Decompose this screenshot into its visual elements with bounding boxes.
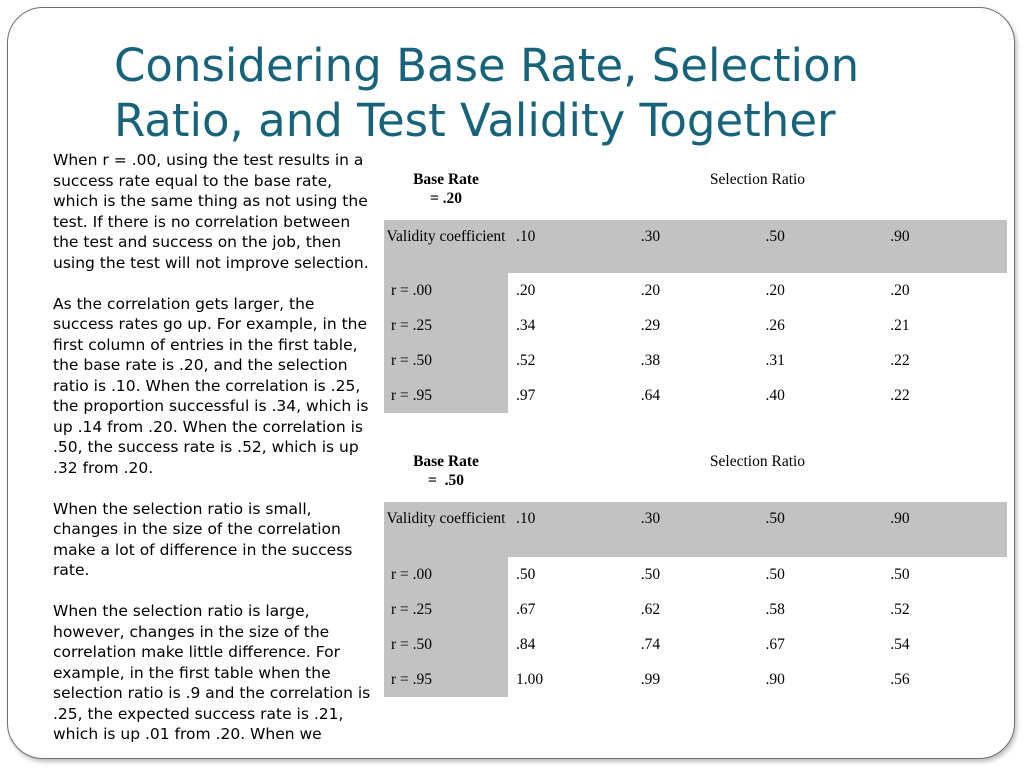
table-cell: .67 bbox=[516, 600, 536, 618]
header-cell: .30 bbox=[640, 510, 661, 527]
base-rate-value: = .50 bbox=[428, 472, 464, 489]
table-cell: .26 bbox=[765, 316, 785, 334]
row-label: r = .95 bbox=[384, 662, 508, 697]
paragraph-3: When the selection ratio is small, changes in the size of the correlation make a lot of difference in the success rate. bbox=[53, 499, 353, 579]
table-cell: .54 bbox=[890, 635, 910, 653]
table-cell: .22 bbox=[890, 386, 910, 404]
table-cell: .58 bbox=[765, 600, 785, 618]
table-base-rate-50 bbox=[384, 450, 1007, 697]
row-label: r = .95 bbox=[384, 378, 508, 413]
table-row bbox=[384, 378, 1007, 413]
table-cell: .22 bbox=[890, 351, 910, 369]
header-cell: .50 bbox=[765, 228, 785, 245]
table-row bbox=[384, 343, 1007, 378]
table-cell: .52 bbox=[516, 351, 536, 369]
table-cell: .64 bbox=[640, 386, 661, 404]
table-header-row bbox=[384, 502, 1007, 557]
selection-ratio-label: Selection Ratio bbox=[709, 453, 806, 470]
table-cell: .29 bbox=[640, 316, 661, 334]
header-cell: .10 bbox=[516, 228, 536, 245]
base-rate-title: Base Rate bbox=[413, 171, 479, 188]
base-rate-title: Base Rate bbox=[413, 453, 479, 470]
table-row bbox=[384, 308, 1007, 343]
paragraph-4: When the selection ratio is large, however, changes in the size of the correlation make little difference. For example, in the first table when the selection ratio is .9 and the correlation is .25, the expected success rate is .21, which is up .01 from .20. When we bbox=[53, 602, 371, 743]
table-cell: .84 bbox=[516, 635, 536, 653]
title-line-1: Considering Base Rate, Selection bbox=[114, 39, 860, 92]
header-cell: Validity coefficient bbox=[386, 510, 506, 527]
table-cell: .40 bbox=[765, 386, 785, 404]
table-cell: .31 bbox=[765, 351, 785, 369]
table-row bbox=[384, 592, 1007, 627]
paragraph-1: When r = .00, using the test results in a success rate equal to the base rate, which is the same thing as not using the test. If there is no correlation between the test and success on the job, then using the test will not improve selection. bbox=[53, 151, 369, 272]
base-rate-label bbox=[384, 170, 508, 208]
table-cell: .20 bbox=[765, 281, 785, 299]
table-base-rate-20 bbox=[384, 168, 1007, 413]
table-cell: .99 bbox=[640, 670, 661, 688]
row-label: r = .50 bbox=[384, 343, 508, 378]
header-cell: .90 bbox=[890, 228, 910, 245]
row-label: r = .25 bbox=[384, 592, 508, 627]
title-line-2: Ratio, and Test Validity Together bbox=[114, 94, 836, 147]
table-cell: .74 bbox=[640, 635, 661, 653]
row-label: r = .25 bbox=[384, 308, 508, 343]
table-row bbox=[384, 273, 1007, 308]
table-cell: .50 bbox=[890, 565, 910, 583]
table-cell: .56 bbox=[890, 670, 910, 688]
header-cell: .10 bbox=[516, 510, 536, 527]
table-cell: .50 bbox=[640, 565, 661, 583]
table-cell: .52 bbox=[890, 600, 910, 618]
table-cell: .90 bbox=[765, 670, 785, 688]
table-cell: .34 bbox=[516, 316, 536, 334]
table-cell: .50 bbox=[765, 565, 785, 583]
body-text bbox=[53, 150, 375, 762]
table-cell: .20 bbox=[640, 281, 661, 299]
row-label: r = .50 bbox=[384, 627, 508, 662]
table-header-row bbox=[384, 220, 1007, 273]
header-cell: .30 bbox=[640, 228, 661, 245]
table-caption bbox=[384, 168, 1007, 220]
table-row bbox=[384, 662, 1007, 697]
header-cell: .90 bbox=[890, 510, 910, 527]
base-rate-label bbox=[384, 452, 508, 490]
header-cell: .50 bbox=[765, 510, 785, 527]
table-cell: .67 bbox=[765, 635, 785, 653]
table-row bbox=[384, 627, 1007, 662]
table-cell: .20 bbox=[890, 281, 910, 299]
header-cell: Validity coefficient bbox=[386, 228, 506, 245]
table-cell: .50 bbox=[516, 565, 536, 583]
table-cell: .62 bbox=[640, 600, 661, 618]
table-cell: .97 bbox=[516, 386, 536, 404]
row-label: r = .00 bbox=[384, 557, 508, 592]
table-cell: 1.00 bbox=[516, 670, 544, 688]
slide-title bbox=[114, 38, 934, 148]
selection-ratio-label: Selection Ratio bbox=[709, 171, 806, 188]
table-cell: .38 bbox=[640, 351, 661, 369]
table-row bbox=[384, 557, 1007, 592]
row-label: r = .00 bbox=[384, 273, 508, 308]
table-cell: .20 bbox=[516, 281, 536, 299]
base-rate-value: = .20 bbox=[429, 190, 463, 207]
table-cell: .21 bbox=[890, 316, 910, 334]
table-caption bbox=[384, 450, 1007, 502]
paragraph-2: As the correlation gets larger, the success rates go up. For example, in the first column of entries in the first table, the base rate is .20, and the selection ratio is .10. When the correlation is .25, the proportion successful is .34, which is up .14 from .20. When the correlation is .50, the success rate is .52, which is up .32 from .20. bbox=[53, 294, 369, 477]
